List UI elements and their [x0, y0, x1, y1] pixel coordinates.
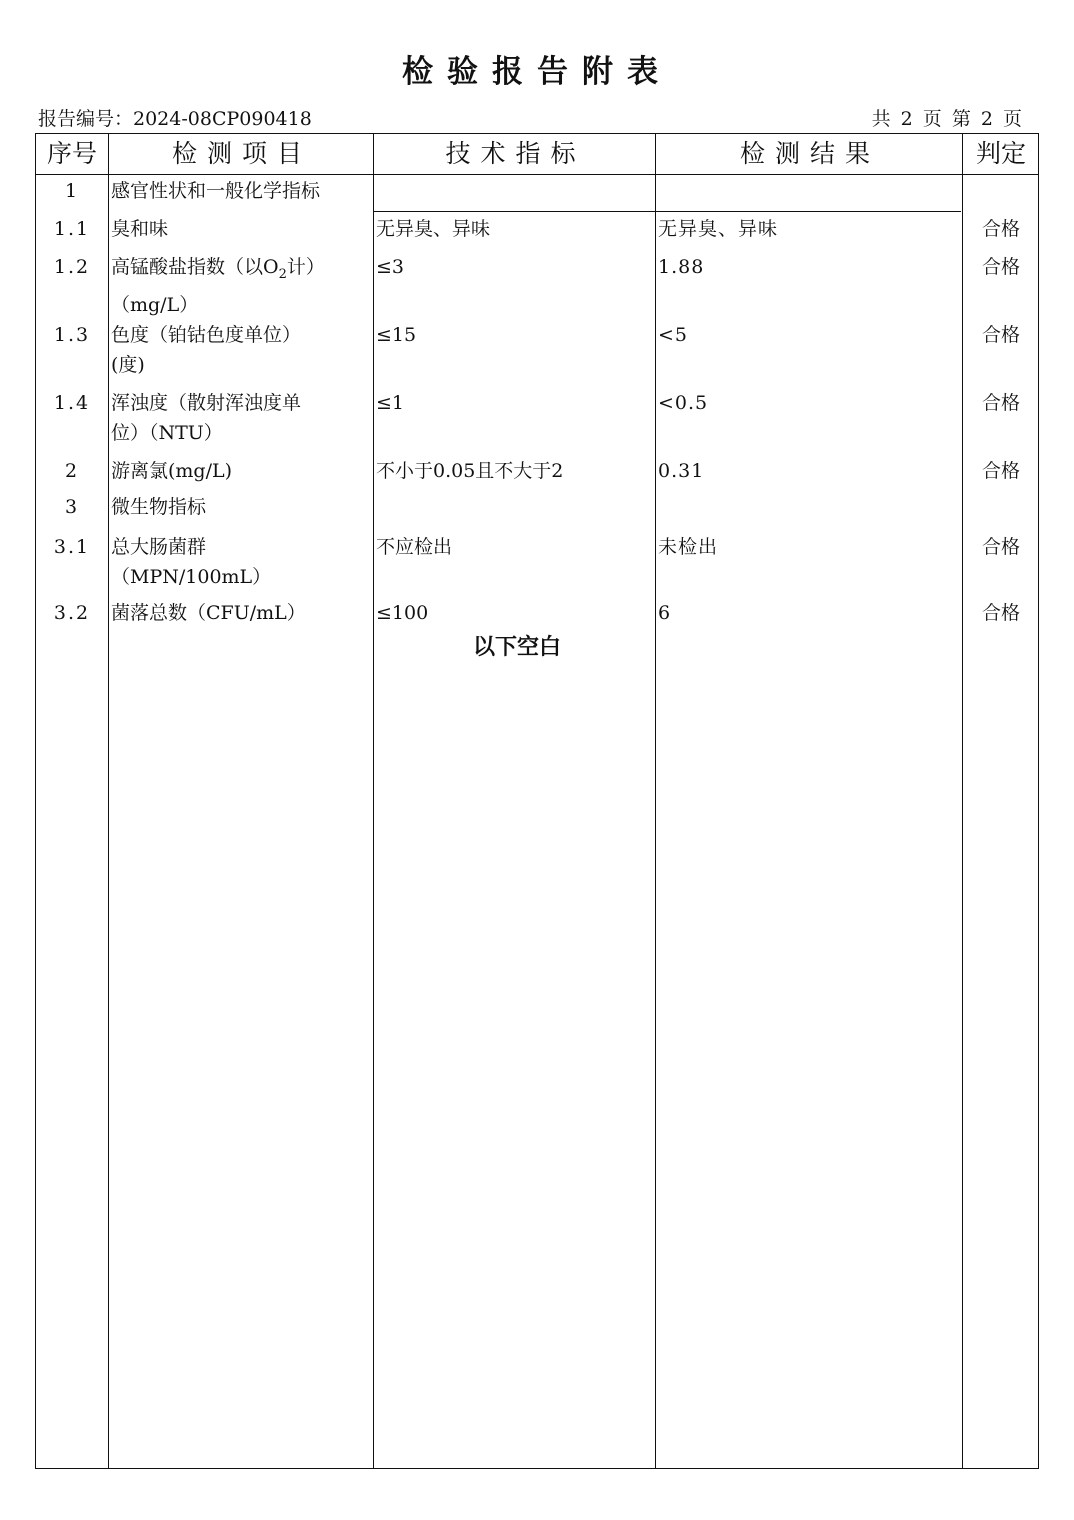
row-no: 2: [64, 460, 80, 482]
row-item: 游离氯(mg/L): [111, 460, 233, 482]
header-result: 检测结果: [739, 139, 880, 168]
row-item: [111, 252, 373, 320]
page-info: 共 2 页 第 2 页: [871, 108, 1024, 130]
header-no: 序号: [46, 139, 97, 168]
row-item-subscript: 2: [278, 266, 287, 282]
blank-below-note: 以下空白: [472, 635, 561, 660]
row-result: 未检出: [658, 536, 719, 558]
header-divider: [36, 174, 1038, 175]
row-result: 6: [658, 602, 672, 624]
header-item: 检测项目: [171, 139, 312, 168]
row-item: [111, 388, 373, 448]
row-no: 1.1: [53, 218, 91, 240]
row-judgment: 合格: [981, 460, 1020, 482]
row-divider: [373, 211, 961, 212]
row-no: 1.4: [53, 392, 91, 414]
row-item-text: 计）: [286, 256, 325, 278]
row-item-line1: 浑浊度（散射浑浊度单: [111, 392, 302, 414]
row-result: 1.88: [658, 256, 705, 278]
row-result: <0.5: [658, 392, 709, 414]
header-standard: 技术指标: [445, 139, 586, 168]
row-result: 无异臭、异味: [658, 218, 779, 240]
header-judgment: 判定: [975, 139, 1026, 168]
row-judgment: 合格: [981, 218, 1020, 240]
row-no: 3.1: [53, 536, 91, 558]
document-title: 检验报告附表: [402, 54, 672, 90]
row-standard: ≤3: [376, 256, 405, 278]
row-no: 1.3: [53, 324, 91, 346]
row-standard: 无异臭、异味: [376, 218, 491, 240]
row-no: 3: [64, 496, 80, 518]
row-item: 微生物指标: [111, 496, 207, 518]
row-item-line1: 色度（铂钴色度单位）: [111, 324, 302, 346]
row-item: 臭和味: [111, 218, 169, 240]
row-judgment: 合格: [981, 392, 1020, 414]
row-judgment: 合格: [981, 602, 1020, 624]
column-divider: [108, 134, 109, 1468]
row-standard: ≤1: [376, 392, 405, 414]
row-no: 1: [64, 180, 80, 202]
row-item-line2: (度): [111, 354, 145, 376]
row-no: 1.2: [53, 256, 91, 278]
row-judgment: 合格: [981, 536, 1020, 558]
row-standard: 不小于0.05且不大于2: [376, 460, 564, 482]
row-judgment: 合格: [981, 324, 1020, 346]
row-item-line1: 总大肠菌群: [111, 536, 207, 558]
row-item: 菌落总数（CFU/mL）: [111, 602, 306, 624]
row-item: [111, 320, 373, 380]
row-item-line2: （MPN/100mL）: [111, 566, 272, 588]
row-standard: ≤15: [376, 324, 417, 346]
row-standard: ≤100: [376, 602, 429, 624]
inspection-table: [35, 133, 1039, 1469]
row-judgment: 合格: [981, 256, 1020, 278]
report-number: 报告编号：2024-08CP090418: [38, 108, 312, 130]
row-result: <5: [658, 324, 689, 346]
row-no: 3.2: [53, 602, 91, 624]
column-divider: [655, 134, 656, 1468]
row-item-line2: （mg/L）: [111, 293, 199, 316]
row-standard: 不应检出: [376, 536, 453, 558]
row-item: 感官性状和一般化学指标: [111, 180, 321, 202]
row-item-line2: 位）（NTU）: [111, 422, 223, 444]
row-item: [111, 532, 373, 592]
row-result: 0.31: [658, 460, 705, 482]
column-divider: [373, 134, 374, 1468]
row-item-text: 高锰酸盐指数（以O: [111, 256, 279, 278]
